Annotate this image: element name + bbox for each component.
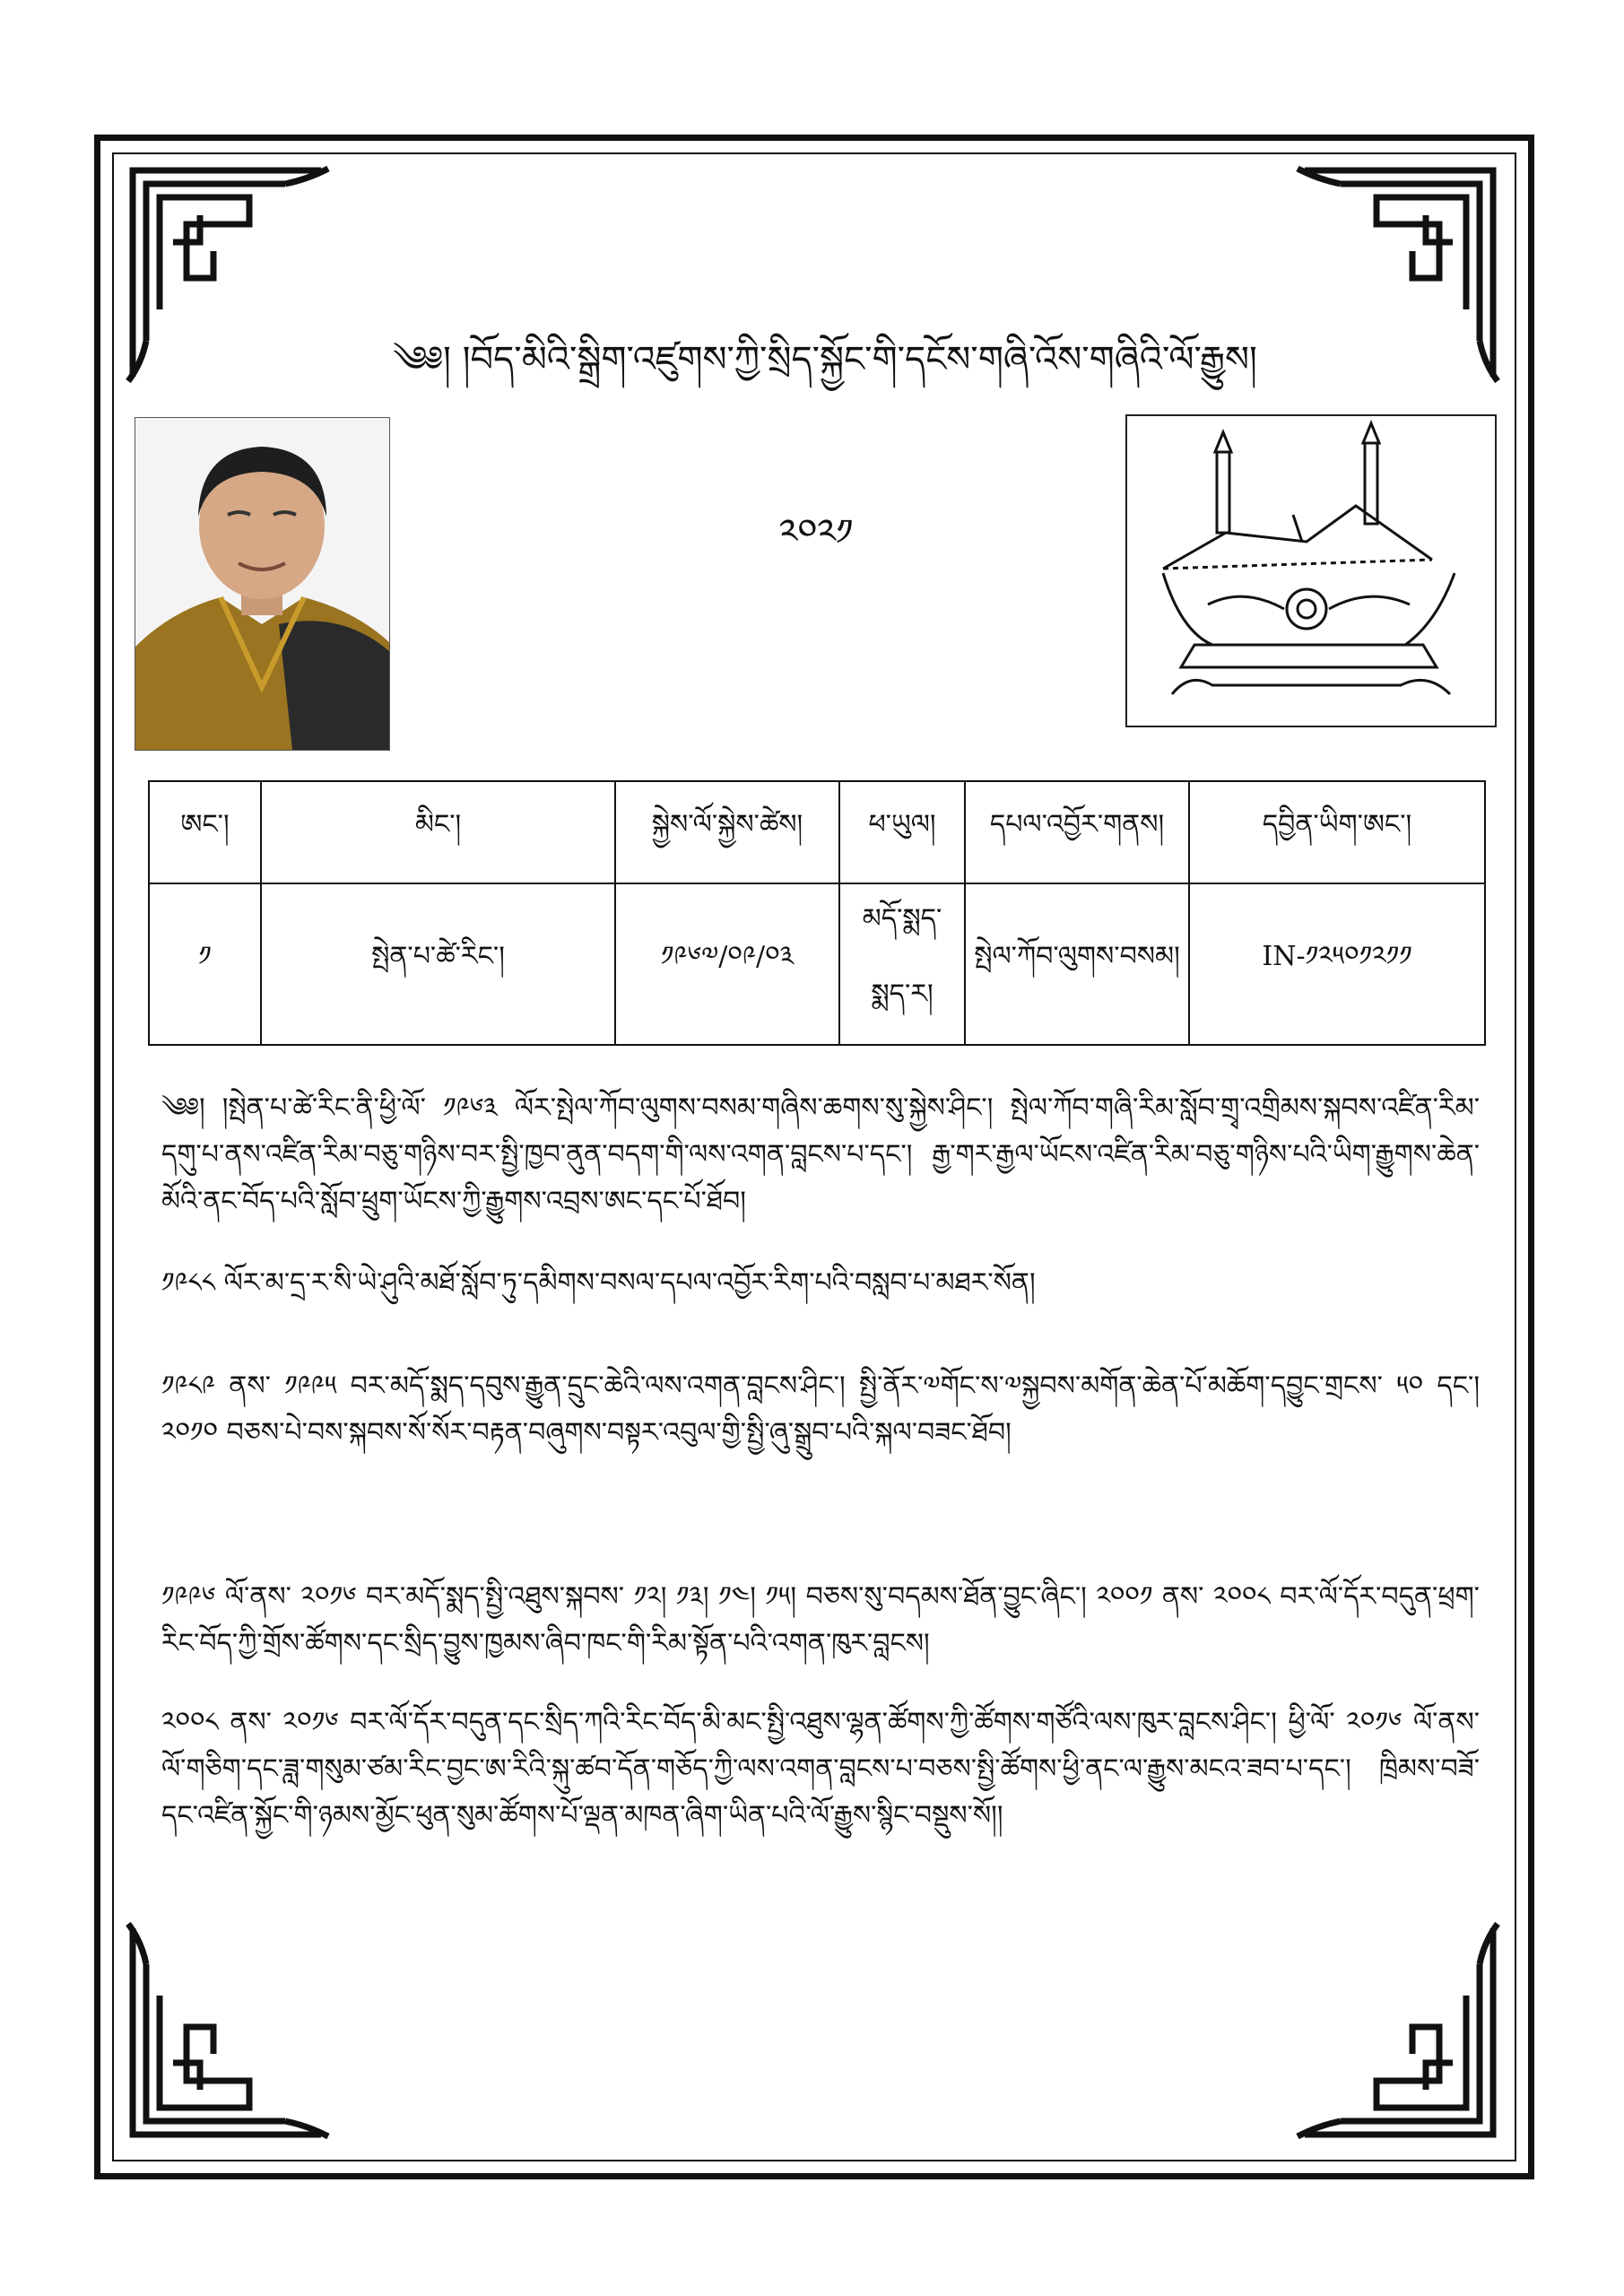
emblem [1125, 414, 1497, 727]
cell-number: ༡ [149, 883, 261, 1045]
header-residence: དཔལ་འབྱོར་གནས། [965, 781, 1189, 883]
biography-paragraph: ༡༩༩༦ ལོ་ནས་ ༢༠༡༦ བར་མདོ་སྨད་སྤྱི་འཐུས་སྐབས་ ༡༢། ༡༣། ༡༤། ༡༥། བཅས་སུ་བདམས་ཐོན་བྱུང་ཞིང་། ༢༠༠༡ ནས་ ༢༠༠༨ བར་ལོ་དོར་བདུན་ཕྲག་རིང་བོད་ཀྱི་གྲོས་ཚོགས་དང་སྲིད་བྱུས་ཁྱམས་ཞིབ་ཁང་གི་རིམ་སྟོན་པའི་འགན་ཁུར་བླངས། [161, 1581, 1480, 1659]
biography-paragraph: ༡༩༨༨ ལོར་མ་དྲ་ར་སི་ཡེ་ཤུའི་མཐོ་སློབ་ཏུ་དམིགས་བསལ་དཔལ་འབྱོར་རིག་པའི་བསླབ་པ་མཐར་སོན། [161, 1267, 1036, 1299]
header-birth-date: སྐྱེས་ལོ་སྐྱེས་ཚེས། [615, 781, 839, 883]
corner-ornament [1296, 1919, 1502, 2144]
table-row [149, 883, 1485, 1045]
cell-birth-date: ༡༩༦༧/༠༩/༠༣ [615, 883, 839, 1045]
candidate-info-table [148, 780, 1486, 1046]
header-birthplace: ཕ་ཡུལ། [839, 781, 965, 883]
header-id: དབྱིན་ཡིག་ཨང་། [1189, 781, 1485, 883]
cell-birthplace: མདོ་སྨད་སྨད་ར། [839, 883, 965, 1045]
table-header-row [149, 781, 1485, 883]
biography-paragraph: ༡༩༨༩ ནས་ ༡༩༩༥ བར་མདོ་སྨད་དབུས་རྒྱུན་དྲུང་ཆེའི་ལས་འགན་བླངས་ཤིང་། སྤྱི་ནོར་༧གོང་ས་༧སྐྱབས་མགོན་ཆེན་པོ་མཆོག་དབྱུང་གྲངས་ ༥༠ དང་། ༢༠༡༠ བཅས་པེ་བས་སྐབས་སོ་སོར་བརྟན་བཞུགས་བསྟར་འབུལ་གྱི་སྤྱི་ཞུ་སྒྲུབ་པའི་སྐལ་བཟང་ཐོབ། [161, 1370, 1480, 1448]
header-number: ཨང་། [149, 781, 261, 883]
cell-residence: སྤེལ་ཀོབ་ལུགས་བསམ། [965, 883, 1189, 1045]
corner-ornament [124, 1919, 330, 2144]
cell-name: སྤེན་པ་ཚེ་རིང་། [261, 883, 615, 1045]
corner-ornament [1296, 161, 1502, 386]
page-title: ༄༅། །བོད་མིའི་སྒྲིག་འཛུགས་ཀྱི་སྲིད་སྐྱོང་གི་དངོས་གཞི་འོས་གཞིའི་ལོ་རྒྱུས། [393, 339, 1257, 380]
election-year: ༢༠༢༡ [778, 512, 854, 553]
candidate-photo [135, 417, 390, 751]
header-name: མིང་། [261, 781, 615, 883]
biography-paragraph: ༄༅། །སྤེན་པ་ཚེ་རིང་ནི་ཕྱི་ལོ་ ༡༩༦༣ ལོར་སྤེལ་ཀོབ་ལུགས་བསམ་གཞིས་ཆགས་སུ་སྐྱེས་ཤིང་། སྤེལ་ཀོབ་གཞི་རིམ་སློབ་གྲྭ་འགྲིམས་སྐབས་འཛིན་རིམ་དགུ་པ་ནས་འཛིན་རིམ་བཅུ་གཉིས་བར་སྤྱི་ཁྱབ་ནུན་བདག་གི་ལས་འགན་བླངས་པ་དང་། རྒྱ་གར་རྒྱལ་ཡོངས་འཛིན་རིམ་བཅུ་གཉིས་པའི་ཡིག་རྒྱུགས་ཆེན་མོའི་ནང་བོད་པའི་སློབ་ཕྲུག་ཡོངས་ཀྱི་རྒྱུགས་འབྲས་ཨང་དང་པོ་ཐོབ། [161, 1092, 1480, 1217]
biography-paragraph: ༢༠༠༨ ནས་ ༢༠༡༦ བར་ལོ་དོར་བདུན་དང་སྲིད་ཀའི་རིང་བོད་མི་མང་སྤྱི་འཐུས་ལྷན་ཚོགས་ཀྱི་ཚོགས་གཙོའི་ལས་ཁུར་བླངས་ཤིང་། ཕྱི་ལོ་ ༢༠༡༦ ལོ་ནས་ལོ་གཅིག་དང་ཟླ་གསུམ་ཙམ་རིང་བྱང་ཨ་རིའི་སྐུ་ཚབ་དོན་གཅོད་ཀྱི་ལས་འགན་བླངས་པ་བཅས་སྤྱི་ཚོགས་ཕྱི་ནང་ལ་རྒྱུས་མངའ་ཟབ་པ་དང་། ཁྲིམས་བཟོ་དང་འཛིན་སྐྱོང་གི་ཉམས་མྱོང་ཕུན་སུམ་ཚོགས་པོ་ལྡན་མཁན་ཞིག་ཡིན་པའི་ལོ་རྒྱུས་སྙིང་བསྡུས་སོ།། [161, 1707, 1480, 1831]
cell-id: IN-༡༢༥༠༡༢༡༡ [1189, 883, 1485, 1045]
corner-ornament [124, 161, 330, 386]
